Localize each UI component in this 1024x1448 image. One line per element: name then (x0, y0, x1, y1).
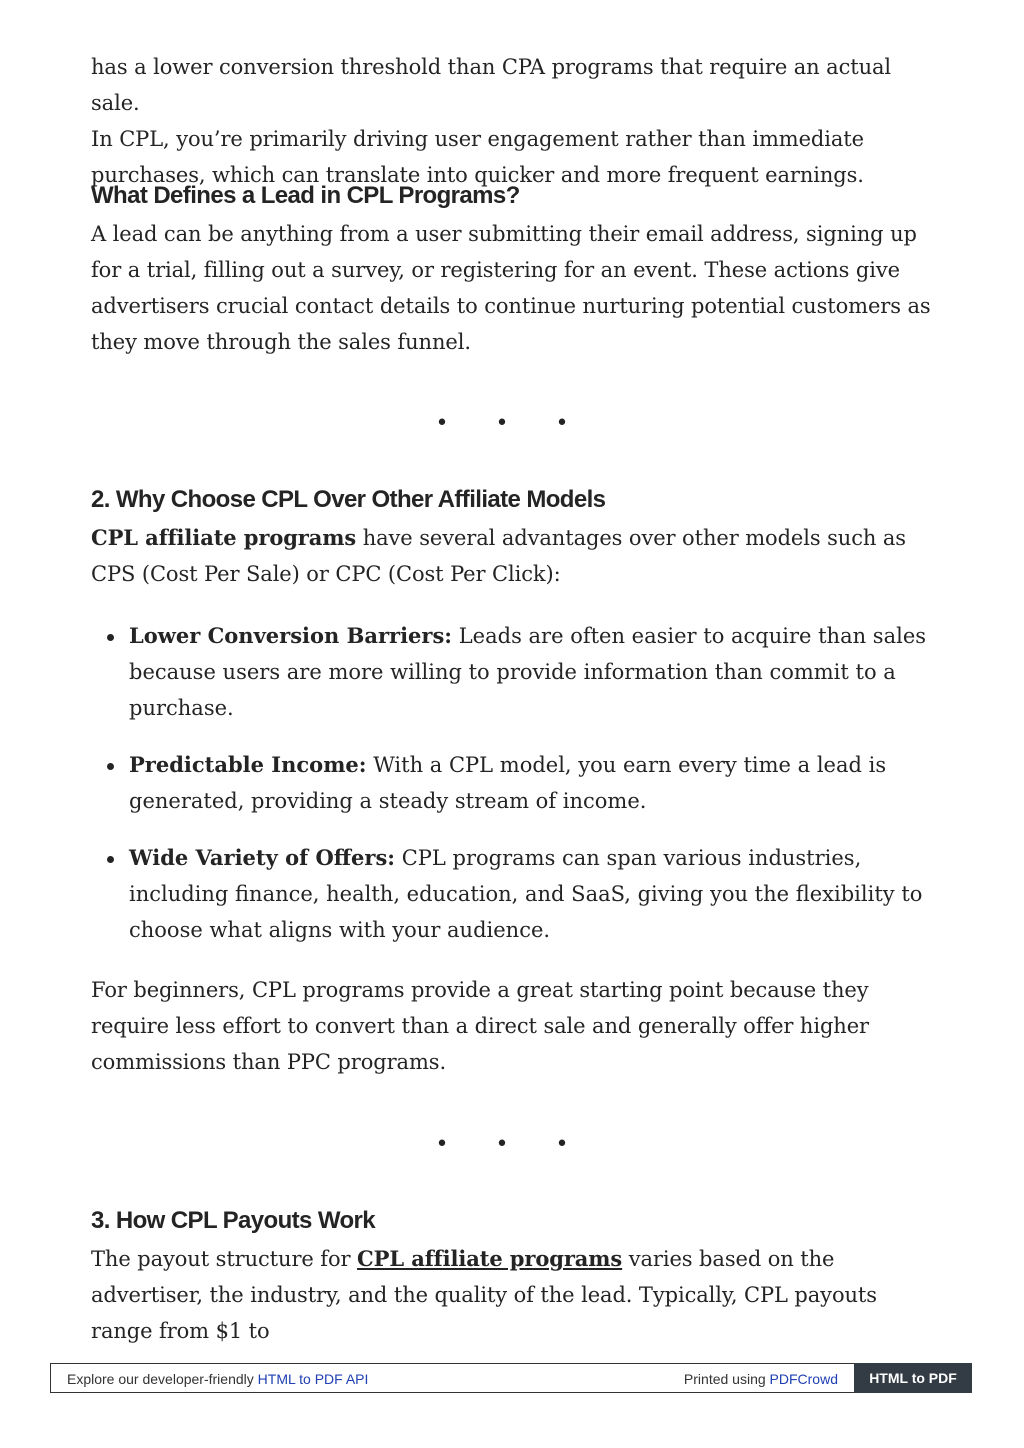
section3-text-before: The payout structure for (91, 1247, 358, 1271)
section-separator-2: • • • (435, 1132, 589, 1157)
bullet-text: Leads are often easier to acquire than sales because users are more willing to provide information than commit to a purchase. (129, 624, 927, 720)
intro-line-1: has a lower conversion threshold than CPA programs that require an actual sale. (91, 55, 892, 115)
section2-intro-text: have several advantages over other models such as CPS (Cost Per Sale) or CPC (Cost Per Click): (91, 526, 906, 586)
advantages-list (91, 618, 933, 948)
bullet-title: Predictable Income: (129, 752, 367, 777)
bullet-title: Wide Variety of Offers: (129, 845, 396, 870)
section3-text-after: varies based on the advertiser, the industry, and the quality of the lead. Typically, CPL payouts range from $1 to (91, 1247, 877, 1343)
bullet-title: Lower Conversion Barriers: (129, 623, 453, 648)
list-item (91, 840, 933, 948)
intro-line-3: purchases, which can translate into quicker and more frequent earnings. (91, 163, 864, 187)
cpl-affiliate-programs-link[interactable]: CPL affiliate programs (357, 1246, 623, 1271)
section-heading-lead: What Defines a Lead in CPL Programs? (91, 182, 520, 209)
section2-closing: For beginners, CPL programs provide a great starting point because they require less effort to convert than a direct sale and generally offer higher commissions than PPC programs. (91, 978, 869, 1074)
section-separator-1: • • • (435, 411, 589, 436)
intro-line-2: In CPL, you’re primarily driving user engagement rather than immediate (91, 127, 864, 151)
footer-printed (684, 1371, 838, 1387)
section2-intro (91, 520, 933, 592)
footer-printed-text: Printed using (683, 1371, 770, 1387)
html-to-pdf-button[interactable]: HTML to PDF (854, 1363, 972, 1393)
footer-explore-text: Explore our developer-friendly (67, 1371, 258, 1387)
section3-paragraph (91, 1241, 933, 1349)
section2-intro-bold: CPL affiliate programs (91, 525, 357, 550)
html-to-pdf-api-link[interactable]: HTML to PDF API (257, 1371, 369, 1387)
lead-paragraph: A lead can be anything from a user submitting their email address, signing up for a trial, filling out a survey, or registering for an event. These actions give advertisers crucial contact details to continue nurturing potential customers as they move through the sales funnel. (91, 222, 931, 354)
pdfcrowd-link[interactable]: PDFCrowd (769, 1371, 838, 1387)
bullet-text: CPL programs can span various industries, including finance, health, education, and SaaS, giving you the flexibility to choose what aligns with your audience. (129, 846, 923, 942)
list-item (91, 618, 933, 726)
footer-explore (67, 1371, 368, 1387)
intro-paragraph (91, 49, 933, 193)
section-heading-2: 2. Why Choose CPL Over Other Affiliate Models (91, 486, 606, 513)
list-item (91, 747, 933, 819)
bullet-text: With a CPL model, you earn every time a lead is generated, providing a steady stream of income. (129, 753, 887, 813)
pdf-footer-bar (50, 1363, 972, 1393)
section-heading-3: 3. How CPL Payouts Work (91, 1207, 376, 1234)
